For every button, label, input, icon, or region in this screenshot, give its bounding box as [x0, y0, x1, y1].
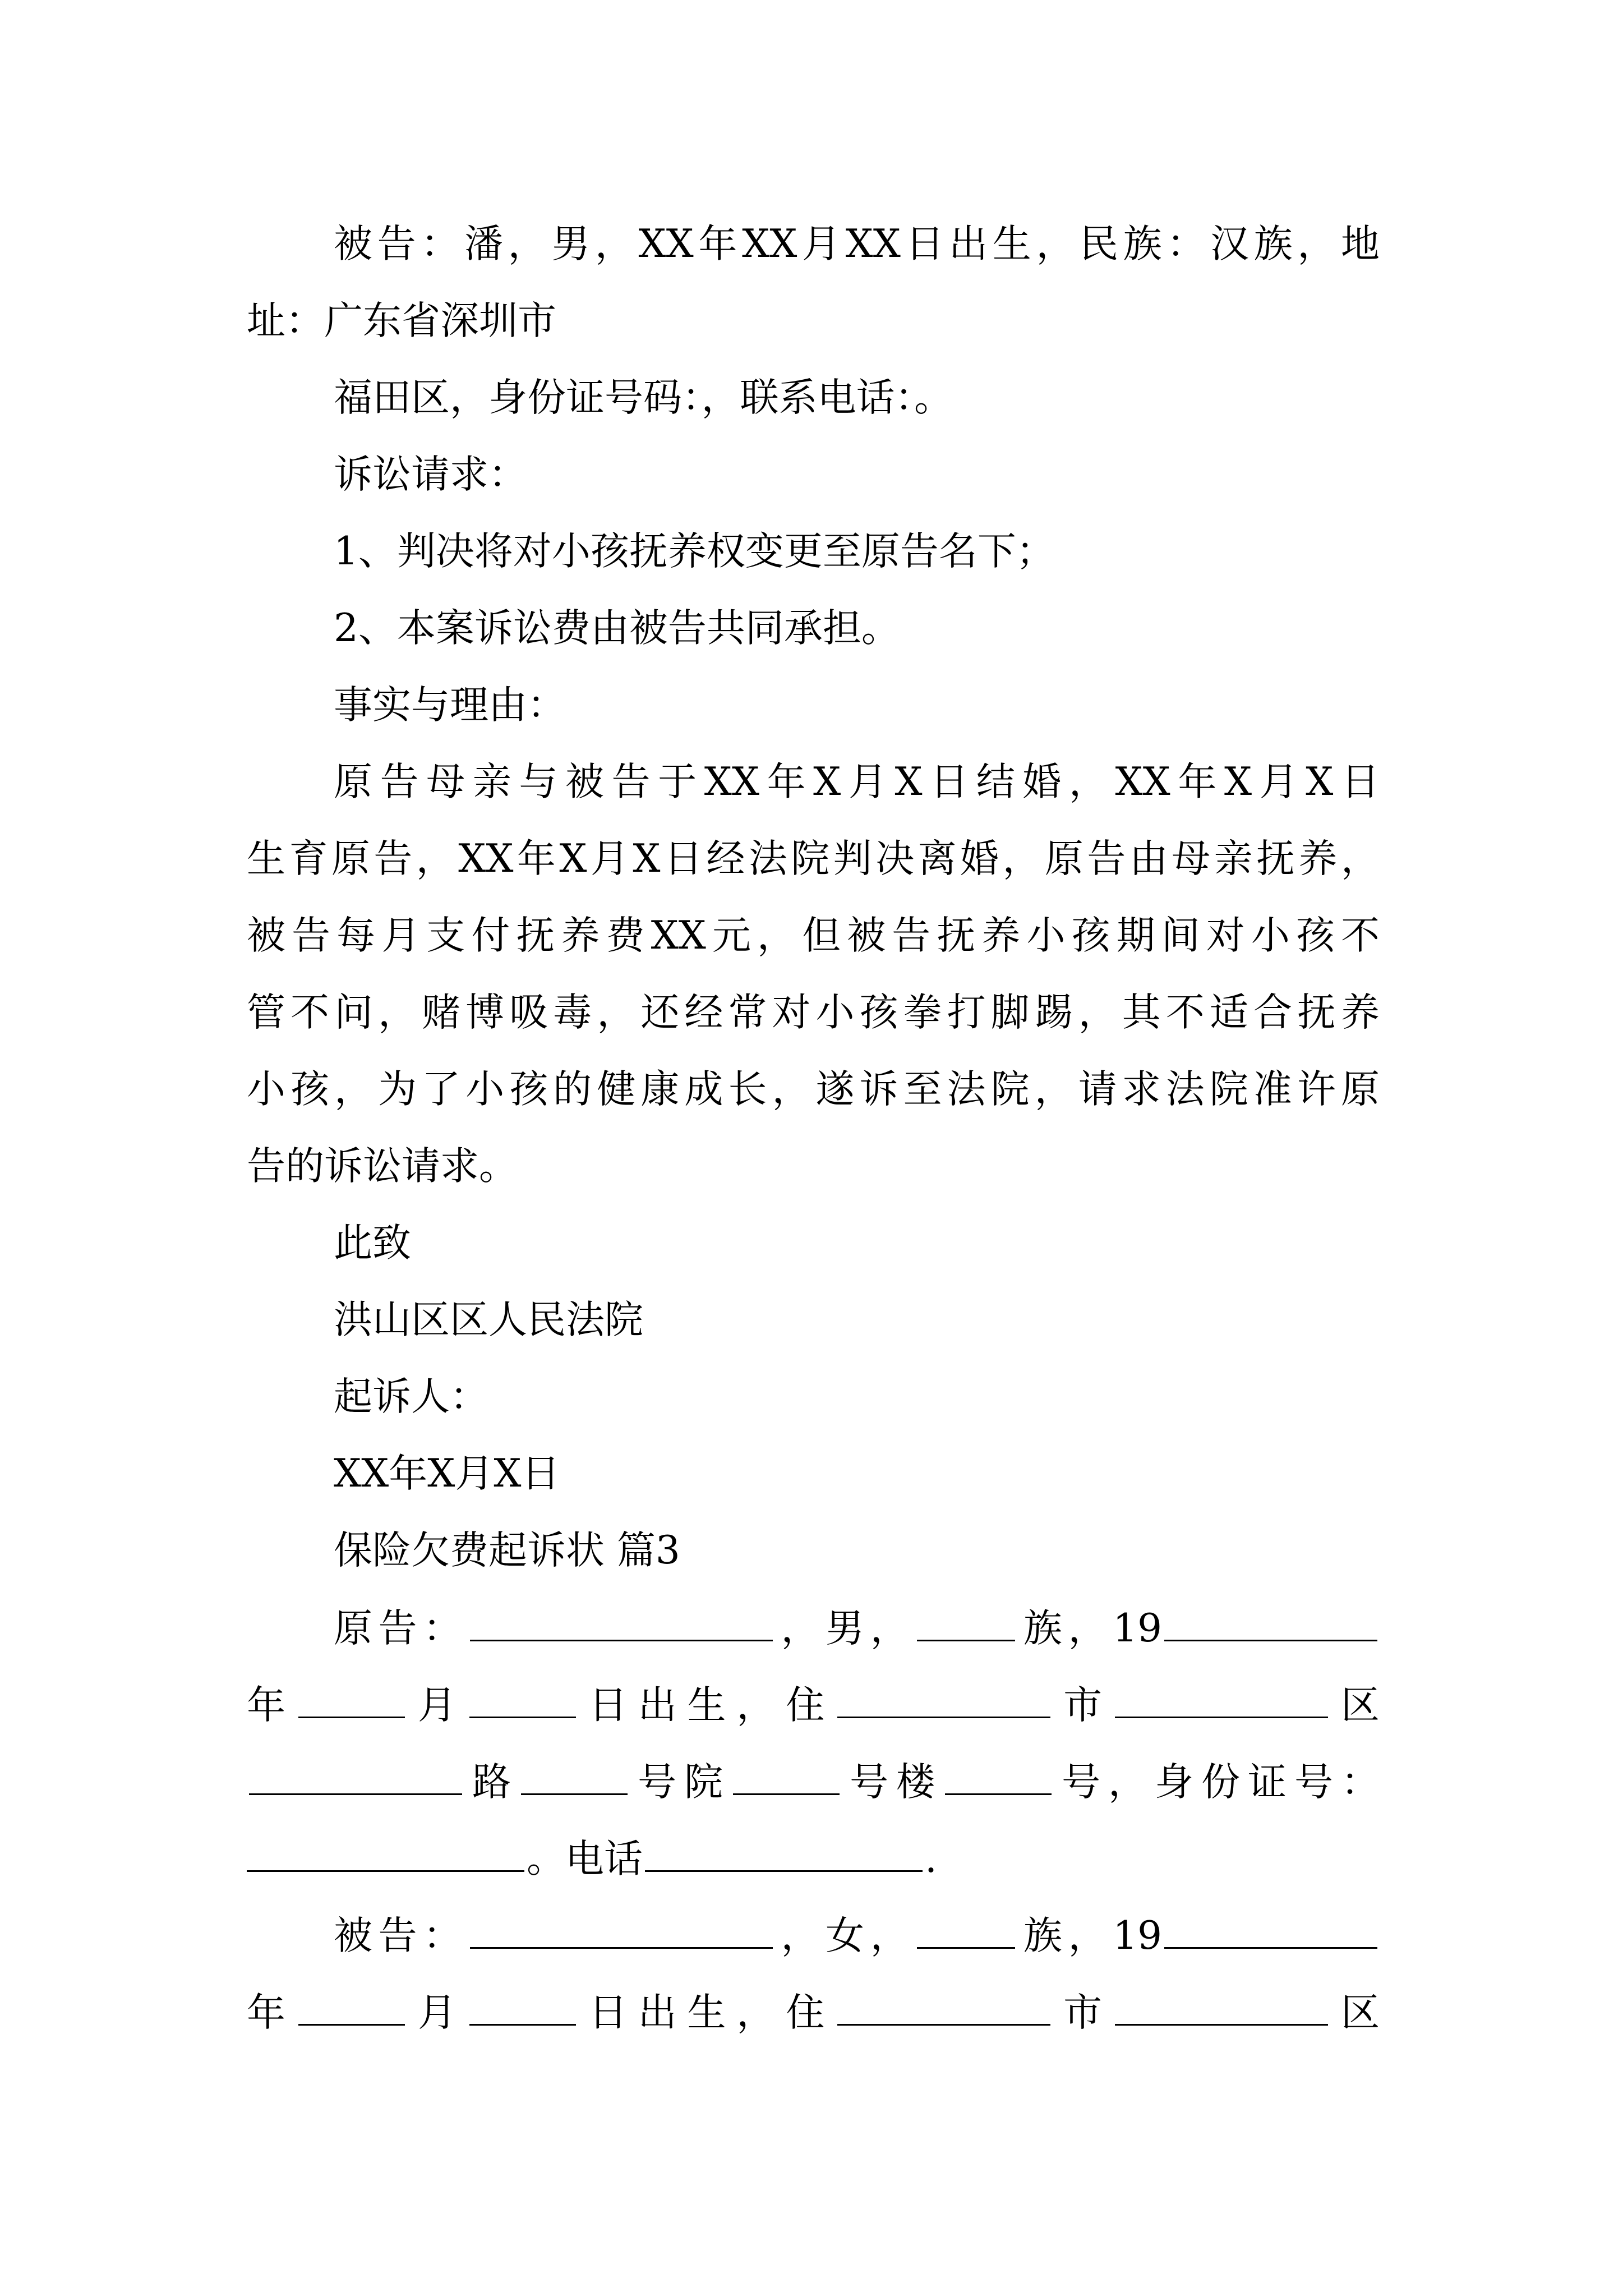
plaintiff-yard-blank [521, 1753, 628, 1795]
facts-line: 告的诉讼请求。 [247, 1144, 518, 1189]
plaintiff-signature: 起诉人： [334, 1374, 488, 1419]
claim-item-1: 1、判决将对小孩抚养权变更至原告名下； [334, 529, 1055, 574]
claim-item-2: 2、本案诉讼费由被告共同承担。 [334, 606, 900, 651]
facts-line: 小孩，为了小孩的健康成长，遂诉至法院，请求法院准许原 [247, 1067, 1380, 1112]
facts-line: 被告每月支付抚养费XX元，但被告抚养小孩期间对小孩不 [247, 913, 1380, 958]
plaintiff-road-blank [249, 1753, 462, 1795]
plaintiff-building-blank [733, 1753, 840, 1795]
plaintiff-form-line-4 [247, 1830, 1380, 1886]
plaintiff-month-blank [298, 1676, 405, 1718]
plaintiff-id-label: 号，身份证号： [1054, 1760, 1380, 1805]
plaintiff-building-label: 号楼 [842, 1760, 943, 1805]
defendant-district-blank [1115, 1984, 1328, 2026]
plaintiff-yard-label: 号院 [630, 1760, 731, 1805]
plaintiff-ethnic: 族，19 [1017, 1606, 1162, 1651]
defendant-gender: ，女， [774, 1913, 915, 1958]
plaintiff-room-blank [945, 1753, 1052, 1795]
plaintiff-form-line-2 [247, 1676, 1380, 1732]
plaintiff-road-label: 路 [464, 1760, 519, 1805]
defendant-district-label: 区 [1330, 1990, 1380, 2035]
defendant-line-3: 福田区，身份证号码：，联系电话：。 [334, 375, 953, 420]
plaintiff-form-line-3 [247, 1753, 1380, 1809]
facts-line: 管不问，赌博吸毒，还经常对小孩拳打脚踢，其不适合抚养 [247, 990, 1380, 1035]
defendant-form-label: 被告： [334, 1913, 468, 1958]
plaintiff-phone-blank [645, 1830, 923, 1872]
plaintiff-form-line-1 [334, 1599, 1380, 1655]
defendant-city-label: 市 [1053, 1990, 1113, 2035]
plaintiff-label: 原告： [334, 1606, 468, 1651]
court-name: 洪山区区人民法院 [334, 1297, 643, 1342]
defendant-ethnic: 族，19 [1017, 1913, 1162, 1958]
defendant-name-blank [470, 1907, 773, 1949]
plaintiff-id-blank [247, 1830, 524, 1872]
defendant-form-line-2 [247, 1984, 1380, 2040]
plaintiff-gender: ，男， [774, 1606, 915, 1651]
defendant-year-blank [1164, 1907, 1377, 1949]
plaintiff-phone-label: 。电话 [527, 1837, 643, 1881]
plaintiff-city-label: 市 [1053, 1683, 1113, 1728]
plaintiff-city-blank [837, 1676, 1050, 1718]
section-title: 保险欠费起诉状 篇3 [334, 1528, 680, 1573]
plaintiff-line-end: . [925, 1837, 937, 1881]
plaintiff-day-blank [469, 1676, 576, 1718]
plaintiff-year-label: 年 [247, 1683, 296, 1728]
defendant-form-line-1 [334, 1907, 1380, 1963]
facts-line: 原告母亲与被告于XX年X月X日结婚，XX年X月X日 [334, 760, 1380, 804]
facts-line: 生育原告，XX年X月X日经法院判决离婚，原告由母亲抚养， [247, 836, 1380, 881]
defendant-born-live: 日出生，住 [578, 1990, 836, 2035]
document-date: XX年X月X日 [334, 1451, 560, 1496]
plaintiff-district-blank [1115, 1676, 1328, 1718]
plaintiff-district-label: 区 [1330, 1683, 1380, 1728]
plaintiff-ethnic-blank [917, 1599, 1015, 1641]
defendant-line-1: 被告：潘，男，XX年XX月XX日出生，民族：汉族，地 [334, 222, 1380, 266]
defendant-ethnic-blank [917, 1907, 1015, 1949]
claims-heading: 诉讼请求： [334, 452, 527, 497]
defendant-year-label: 年 [247, 1990, 296, 2035]
plaintiff-born-live: 日出生，住 [578, 1683, 836, 1728]
salutation: 此致 [334, 1221, 411, 1266]
defendant-city-blank [837, 1984, 1050, 2026]
plaintiff-month-label: 月 [407, 1683, 467, 1728]
plaintiff-year-blank [1164, 1599, 1377, 1641]
defendant-day-blank [469, 1984, 576, 2026]
plaintiff-name-blank [470, 1599, 773, 1641]
facts-heading: 事实与理由： [334, 683, 566, 728]
defendant-month-label: 月 [407, 1990, 467, 2035]
defendant-line-2: 址：广东省深圳市 [247, 298, 556, 343]
defendant-month-blank [298, 1984, 405, 2026]
